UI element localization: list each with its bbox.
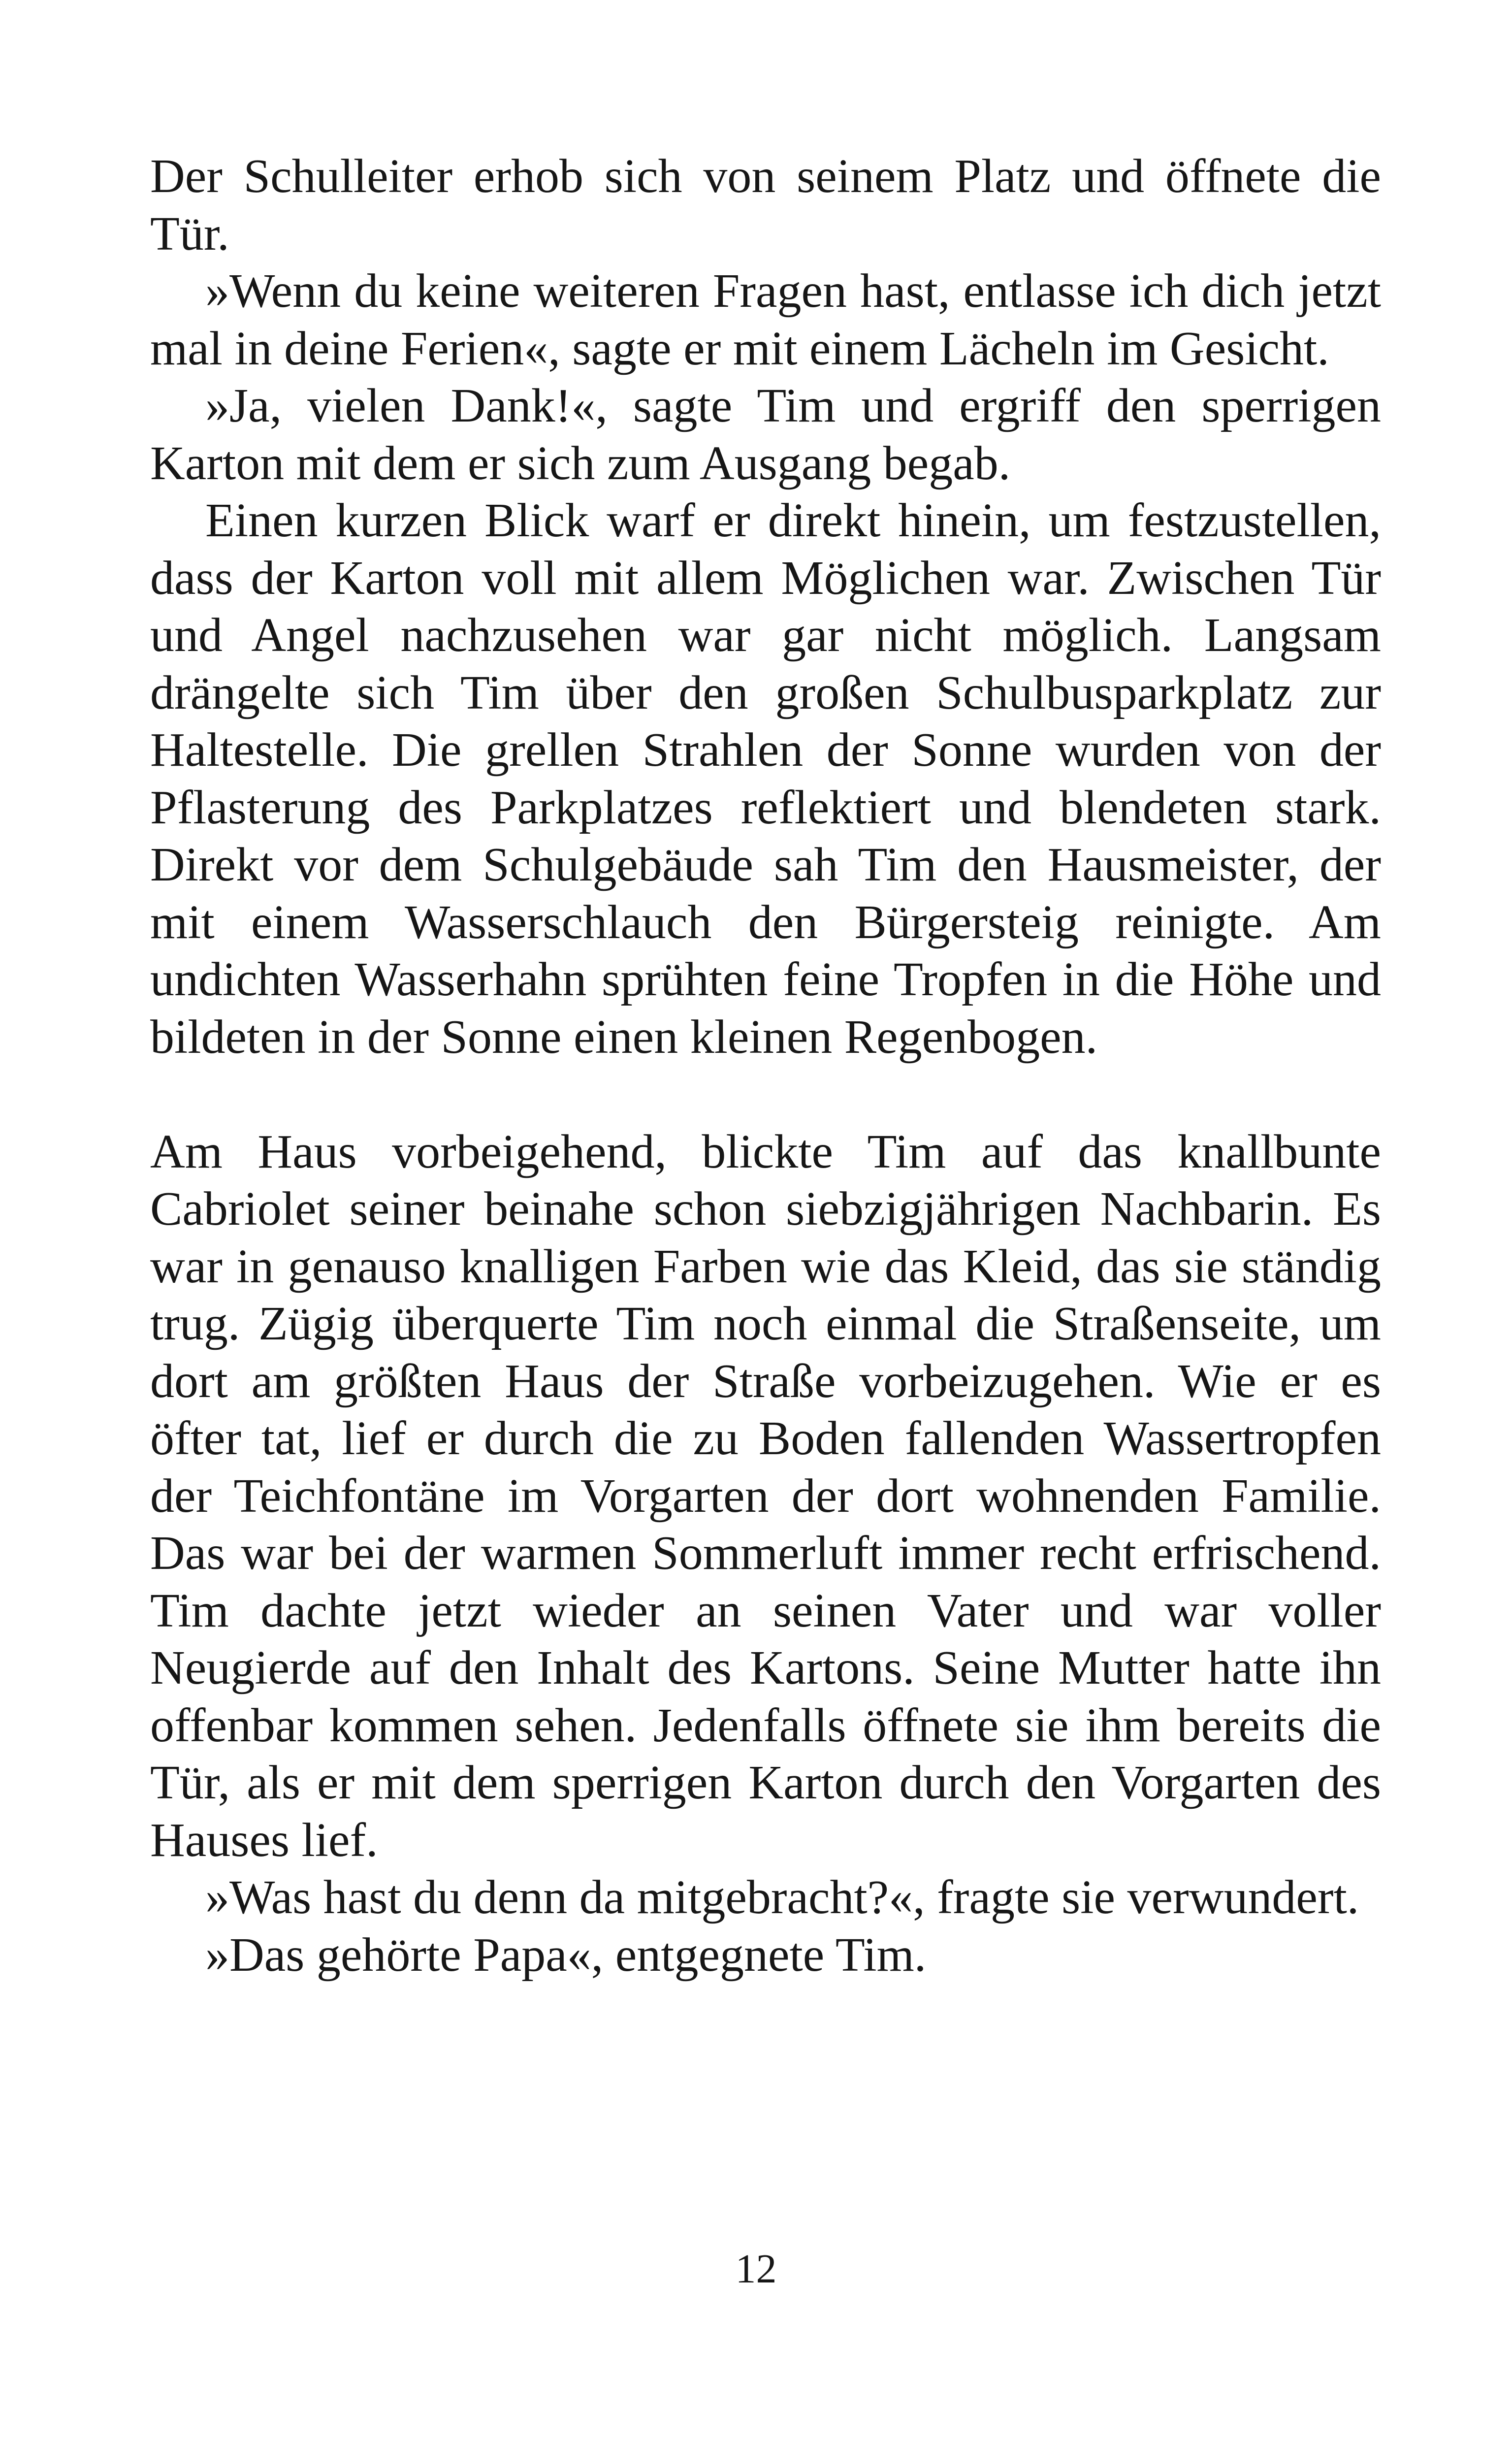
section-break [150, 1066, 1381, 1123]
paragraph-3: »Ja, vielen Dank!«, sagte Tim und ergriff den sperrigen Karton mit dem er sich zum Ausgang begab. [150, 379, 1381, 490]
page-number: 12 [735, 2246, 777, 2292]
paragraph-2: »Wenn du keine weiteren Fragen hast, entlasse ich dich jetzt mal in deine Ferien«, sagte er mit einem Lächeln im Gesicht. [150, 264, 1381, 375]
paragraph-4: Einen kurzen Blick warf er direkt hinein, um festzustellen, dass der Karton voll mit allem Möglichen war. Zwischen Tür und Angel nachzusehen war gar nicht möglich. Langsam drängelte sich Tim über den großen Schulbusparkplatz zur Haltestelle. Die grellen Strahlen der Sonne wurden von der Pflasterung des Parkplatzes reflektiert und blendeten stark. Direkt vor dem Schulgebäude sah Tim den Hausmeister, der mit einem Wasserschlauch den Bürgersteig reinigte. Am undichten Wasserhahn sprühten feine Tropfen in die Höhe und bildeten in der Sonne einen kleinen Regenbogen. [150, 494, 1381, 1064]
body-text [150, 148, 1381, 1984]
paragraph-1: Der Schulleiter erhob sich von seinem Platz und öffnete die Tür. [150, 150, 1381, 261]
paragraph-6: »Was hast du denn da mitgebracht?«, fragte sie verwundert. [205, 1871, 1359, 1924]
paragraph-5: Am Haus vorbeigehend, blickte Tim auf das knallbunte Cabriolet seiner beinahe schon siebzigjährigen Nachbarin. Es war in genauso knalligen Farben wie das Kleid, das sie ständig trug. Zügig überquerte Tim noch einmal die Straßenseite, um dort am größten Haus der Straße vorbeizugehen. Wie er es öfter tat, lief er durch die zu Boden fallenden Wassertropfen der Teichfontäne im Vorgarten der dort wohnenden Familie. Das war bei der warmen Sommerluft immer recht erfrischend. Tim dachte jetzt wieder an seinen Vater und war voller Neugierde auf den Inhalt des Kartons. Seine Mutter hatte ihn offenbar kommen sehen. Jedenfalls öffnete sie ihm bereits die Tür, als er mit dem sperrigen Karton durch den Vorgarten des Hauses lief. [150, 1125, 1381, 1867]
paragraph-7: »Das gehörte Papa«, entgegnete Tim. [205, 1928, 927, 1982]
